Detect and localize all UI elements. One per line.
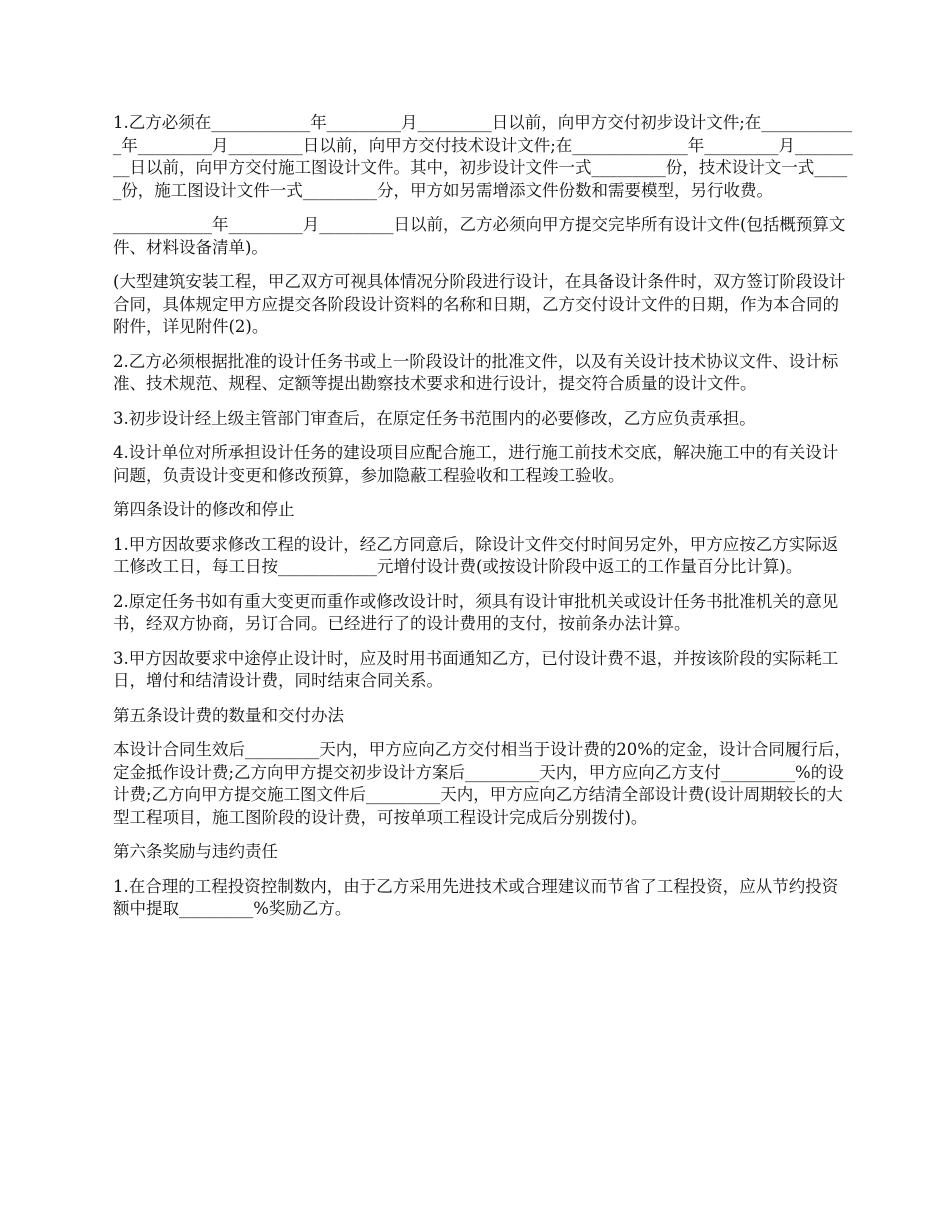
article-5-heading: 第五条设计费的数量和交付办法 — [113, 705, 344, 725]
article-6-item-1: 1.在合理的工程投资控制数内，由于乙方采用先进技术或合理建议而节省了工程投资，应从节约投资额中提取_________%奖励乙方。 — [113, 876, 839, 918]
clause-3-item-3: 3.初步设计经上级主管部门审查后，在原定任务书范围内的必要修改，乙方应负责承担。 — [113, 408, 756, 428]
document-page — [113, 112, 853, 933]
clause-3-final-delivery-date: ____________年_________月_________日以前，乙方必须向甲方提交完毕所有设计文件(包括概预算文件、材料设备清单)。 — [113, 215, 846, 257]
clause-3-item-1-delivery-dates: 1.乙方必须在____________年_________月_________日以前，向甲方交付初步设计文件;在____________年_________月_________日以前，向甲方交付技术设计文件;在______________年_________月_________日以前，向甲方交付施工图设计文件。其中，初步设计文件一式_________份，技术设计文一式_____份，施工图设计文件一式_________分，甲方如另需增添文件份数和需要模型，另行收费。 — [113, 113, 853, 200]
article-6-heading: 第六条奖励与违约责任 — [113, 842, 278, 861]
article-4-heading: 第四条设计的修改和停止 — [113, 500, 295, 519]
article-5-payment-terms: 本设计合同生效后_________天内，甲方应向乙方交付相当于设计费的20%的定金，设计合同履行后，定金抵作设计费;乙方向甲方提交初步设计方案后_________天内，甲方应向乙方支付_________%的设计费;乙方向甲方提交施工图文件后_________天内，甲方应向乙方结清全部设计费(设计周期较长的大型工程项目，施工图阶段的设计费，可按单项工程设计完成后分别拨付)。 — [113, 740, 851, 827]
article-4-item-2: 2.原定任务书如有重大变更而重作或修改设计时，须具有设计审批机关或设计任务书批准机关的意见书，经双方协商，另订合同。已经进行了的设计费用的支付，按前条办法计算。 — [113, 591, 839, 633]
clause-3-item-4: 4.设计单位对所承担设计任务的建设项目应配合施工，进行施工前技术交底，解决施工中的有关设计问题，负责设计变更和修改预算，参加隐蔽工程验收和工程竣工验收。 — [113, 443, 839, 485]
article-4-item-1: 1.甲方因故要求修改工程的设计，经乙方同意后，除设计文件交付时间另定外，甲方应按乙方实际返工修改工日，每工日按____________元增付设计费(或按设计阶段中返工的工作量百分比计算)。 — [113, 534, 839, 576]
clause-3-item-2: 2.乙方必须根据批准的设计任务书或上一阶段设计的批准文件，以及有关设计技术协议文件、设计标准、技术规范、规程、定额等提出勘察技术要求和进行设计，提交符合质量的设计文件。 — [113, 351, 839, 393]
article-4-item-3: 3.甲方因故要求中途停止设计时，应及时用书面通知乙方，已付设计费不退，并按该阶段的实际耗工日，增付和结清设计费，同时结束合同关系。 — [113, 648, 839, 690]
clause-3-staged-design-note: (大型建筑安装工程，甲乙双方可视具体情况分阶段进行设计，在具备设计条件时，双方签订阶段设计合同，具体规定甲方应提交各阶段设计资料的名称和日期，乙方交付设计文件的日期，作为本合同的附件，详见附件(2)。 — [113, 272, 846, 336]
